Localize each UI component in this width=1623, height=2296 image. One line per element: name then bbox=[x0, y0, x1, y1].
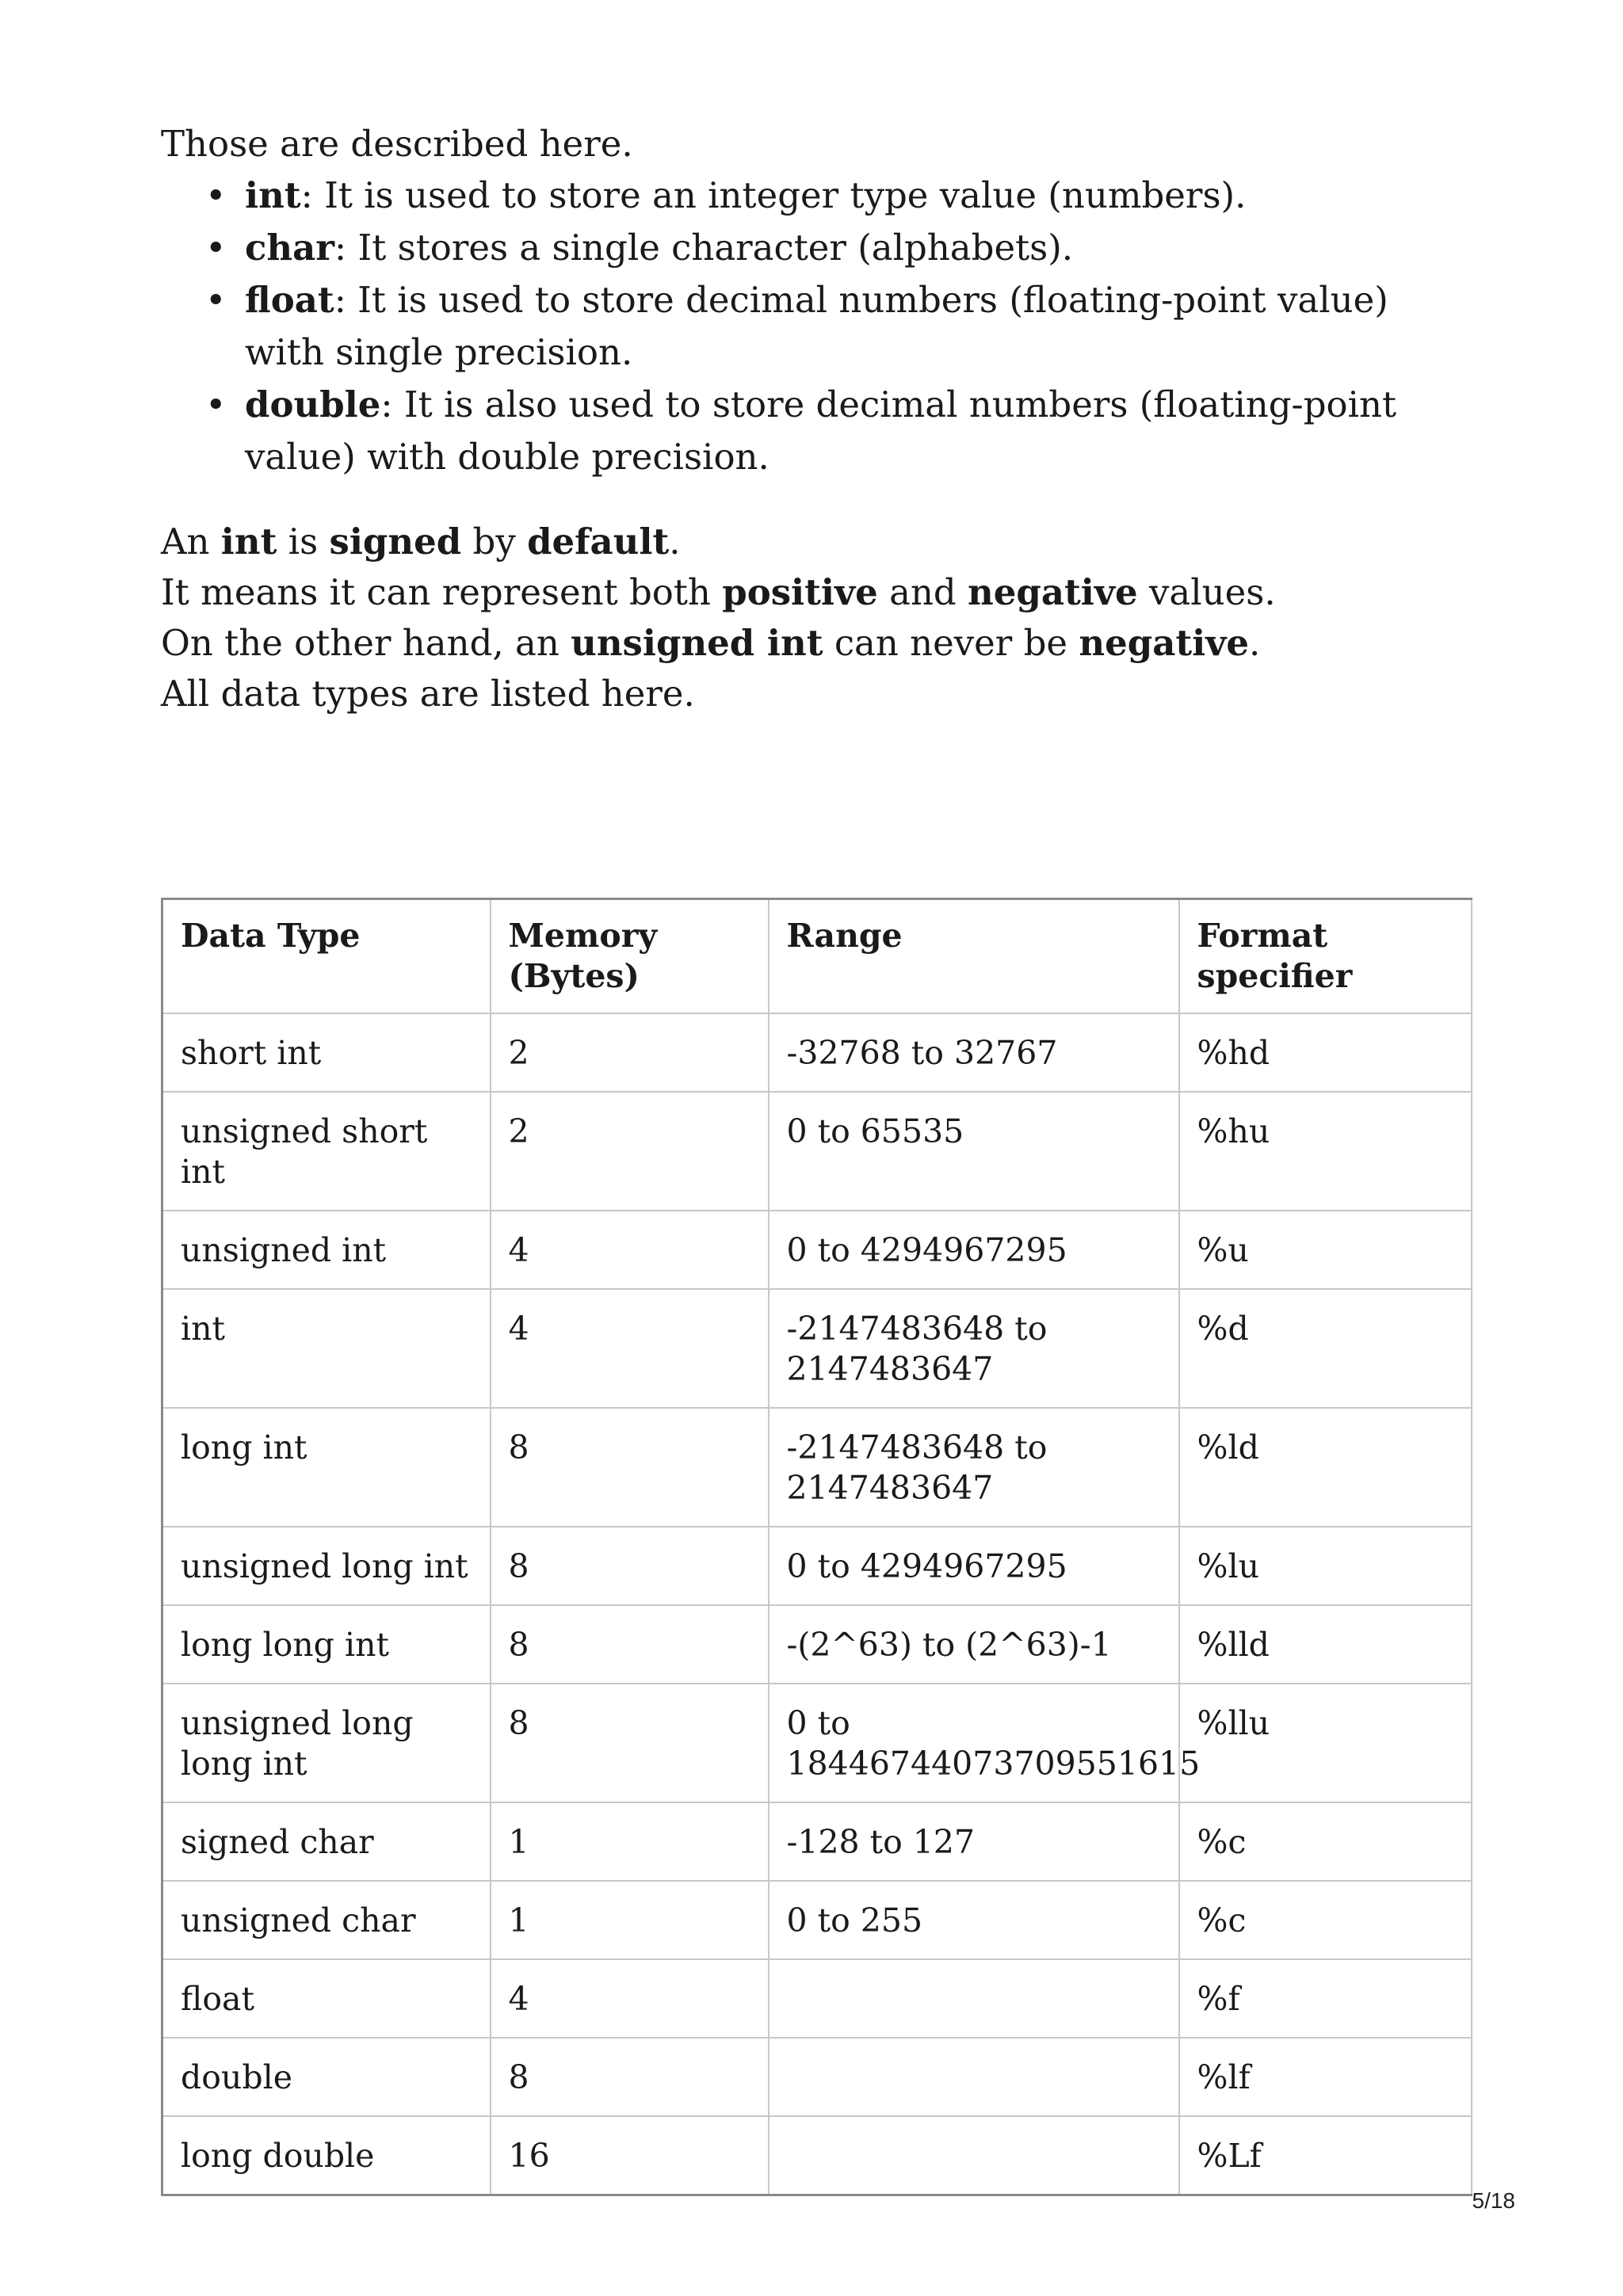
cell-range: 0 to 4294967295 bbox=[769, 1211, 1179, 1289]
list-term: float bbox=[245, 279, 334, 321]
cell-data-type: long long int bbox=[162, 1605, 491, 1684]
table-row bbox=[162, 2116, 1472, 2195]
bullet-icon: • bbox=[205, 227, 227, 269]
cell-format: %f bbox=[1179, 1959, 1472, 2038]
table-row bbox=[162, 1684, 1472, 1802]
cell-data-type: unsigned char bbox=[162, 1881, 491, 1959]
data-types-list bbox=[161, 170, 1468, 483]
cell-memory: 1 bbox=[491, 1802, 769, 1881]
list-desc: : It is also used to store decimal numbers (floating-point value) with double precision. bbox=[245, 383, 1397, 478]
cell-data-type: signed char bbox=[162, 1802, 491, 1881]
cell-format: %u bbox=[1179, 1211, 1472, 1289]
bullet-icon: • bbox=[205, 279, 227, 321]
table-row bbox=[162, 1289, 1472, 1408]
unsigned-text: On the other hand, an unsigned int can never be negative. bbox=[161, 622, 1261, 664]
cell-data-type: unsigned int bbox=[162, 1211, 491, 1289]
cell-memory: 16 bbox=[491, 2116, 769, 2195]
cell-data-type: long int bbox=[162, 1408, 491, 1527]
cell-memory: 8 bbox=[491, 1605, 769, 1684]
page-number: 5/18 bbox=[1472, 2188, 1515, 2213]
cell-memory: 4 bbox=[491, 1211, 769, 1289]
bullet-icon: • bbox=[205, 174, 227, 216]
cell-range: -(2^63) to (2^63)-1 bbox=[769, 1605, 1179, 1684]
cell-data-type: short int bbox=[162, 1013, 491, 1092]
table-row bbox=[162, 1527, 1472, 1605]
cell-format: %c bbox=[1179, 1881, 1472, 1959]
cell-memory: 4 bbox=[491, 1959, 769, 2038]
cell-range bbox=[769, 1959, 1179, 2038]
cell-memory: 1 bbox=[491, 1881, 769, 1959]
cell-range: -128 to 127 bbox=[769, 1802, 1179, 1881]
cell-memory: 2 bbox=[491, 1092, 769, 1211]
cell-data-type: int bbox=[162, 1289, 491, 1408]
list-desc: : It is used to store decimal numbers (floating-point value) with single precision. bbox=[245, 279, 1388, 373]
list-desc: : It stores a single character (alphabets). bbox=[334, 227, 1074, 269]
cell-data-type: unsigned short int bbox=[162, 1092, 491, 1211]
list-item bbox=[205, 170, 1468, 222]
cell-data-type: long double bbox=[162, 2116, 491, 2195]
cell-format: %Lf bbox=[1179, 2116, 1472, 2195]
positive-negative-text: It means it can represent both positive and negative values. bbox=[161, 571, 1276, 613]
cell-memory: 8 bbox=[491, 2038, 769, 2116]
cell-memory: 8 bbox=[491, 1527, 769, 1605]
cell-range: -2147483648 to 2147483647 bbox=[769, 1289, 1179, 1408]
cell-data-type: unsigned long long int bbox=[162, 1684, 491, 1802]
cell-range: -32768 to 32767 bbox=[769, 1013, 1179, 1092]
list-item bbox=[205, 274, 1468, 379]
list-term: char bbox=[245, 227, 334, 269]
header-memory: Memory (Bytes) bbox=[491, 899, 769, 1014]
table-row bbox=[162, 1408, 1472, 1527]
cell-range bbox=[769, 2038, 1179, 2116]
signed-default-text: An int is signed by default. bbox=[161, 521, 681, 563]
cell-format: %hd bbox=[1179, 1013, 1472, 1092]
intro-text: Those are described here. bbox=[161, 123, 633, 165]
header-range: Range bbox=[769, 899, 1179, 1014]
table-row bbox=[162, 1881, 1472, 1959]
cell-format: %lld bbox=[1179, 1605, 1472, 1684]
cell-range: -2147483648 to 2147483647 bbox=[769, 1408, 1179, 1527]
cell-range: 0 to 18446744073709551615 bbox=[769, 1684, 1179, 1802]
list-item bbox=[205, 379, 1468, 483]
cell-format: %lu bbox=[1179, 1527, 1472, 1605]
table-row bbox=[162, 1959, 1472, 2038]
table-row bbox=[162, 1605, 1472, 1684]
table-row bbox=[162, 1211, 1472, 1289]
cell-data-type: unsigned long int bbox=[162, 1527, 491, 1605]
cell-format: %hu bbox=[1179, 1092, 1472, 1211]
cell-memory: 4 bbox=[491, 1289, 769, 1408]
table-row bbox=[162, 2038, 1472, 2116]
cell-format: %llu bbox=[1179, 1684, 1472, 1802]
cell-memory: 8 bbox=[491, 1408, 769, 1527]
bullet-icon: • bbox=[205, 383, 227, 425]
header-data-type: Data Type bbox=[162, 899, 491, 1014]
cell-range: 0 to 255 bbox=[769, 1881, 1179, 1959]
table-row bbox=[162, 1092, 1472, 1211]
cell-format: %d bbox=[1179, 1289, 1472, 1408]
cell-data-type: double bbox=[162, 2038, 491, 2116]
cell-data-type: float bbox=[162, 1959, 491, 2038]
cell-format: %lf bbox=[1179, 2038, 1472, 2116]
header-format-specifier: Format specifier bbox=[1179, 899, 1472, 1014]
cell-range: 0 to 4294967295 bbox=[769, 1527, 1179, 1605]
list-desc: : It is used to store an integer type value (numbers). bbox=[300, 174, 1247, 216]
cell-format: %ld bbox=[1179, 1408, 1472, 1527]
cell-memory: 2 bbox=[491, 1013, 769, 1092]
table-row bbox=[162, 1013, 1472, 1092]
data-types-table bbox=[161, 898, 1472, 2196]
cell-range bbox=[769, 2116, 1179, 2195]
cell-range: 0 to 65535 bbox=[769, 1092, 1179, 1211]
list-item bbox=[205, 222, 1468, 274]
list-term: int bbox=[245, 174, 301, 216]
cell-format: %c bbox=[1179, 1802, 1472, 1881]
listed-text: All data types are listed here. bbox=[161, 673, 695, 715]
cell-memory: 8 bbox=[491, 1684, 769, 1802]
table-row bbox=[162, 1802, 1472, 1881]
table-header-row bbox=[162, 899, 1472, 1014]
list-term: double bbox=[245, 383, 381, 425]
document-body bbox=[161, 119, 1468, 719]
